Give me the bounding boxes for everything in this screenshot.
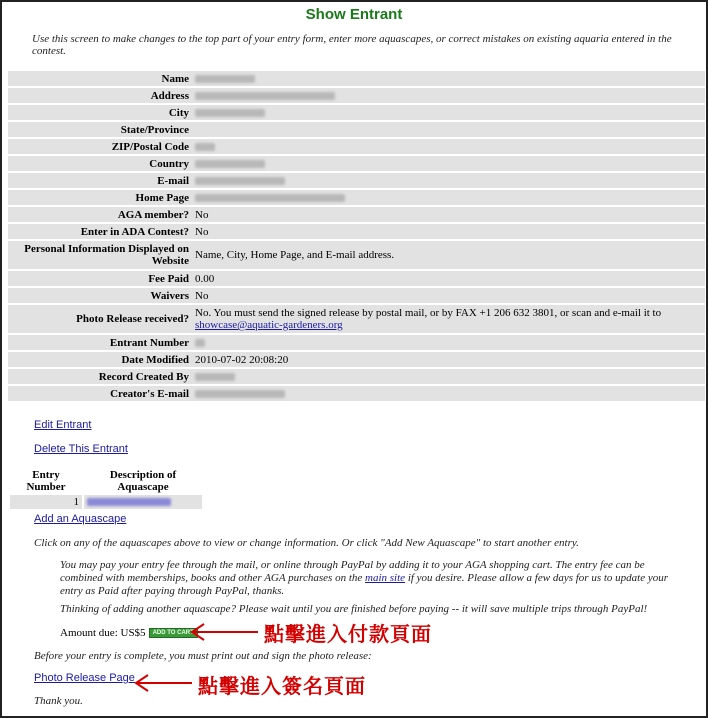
field-label: City xyxy=(8,105,192,120)
table-row xyxy=(8,369,705,384)
arrow-left-icon xyxy=(132,673,194,693)
table-row xyxy=(8,156,705,171)
intro-text: Use this screen to make changes to the top part of your entry form, enter more aquascapes, or correct mistakes on existing aquaria entered in the contest. xyxy=(32,33,672,57)
redacted-value xyxy=(195,177,285,185)
table-row xyxy=(8,386,705,401)
field-value: No xyxy=(192,207,705,222)
field-label: Personal Information Displayed on Website xyxy=(8,241,192,269)
table-row xyxy=(8,335,705,350)
edit-entrant-link[interactable]: Edit Entrant xyxy=(34,419,92,431)
table-row xyxy=(8,224,705,239)
table-row xyxy=(8,241,705,269)
field-label: Waivers xyxy=(8,288,192,303)
field-value xyxy=(192,71,705,86)
field-label: Creator's E-mail xyxy=(8,386,192,401)
field-label: E-mail xyxy=(8,173,192,188)
payment-info-text: You may pay your entry fee through the mail, or online through PayPal by adding it to your AGA shopping cart. The entry fee can be combined with memberships, books and other AGA purchases on the main site if you desire. Please allow a few days for us to update your entry as Paid after paying through PayPal, thanks. xyxy=(60,559,669,597)
redacted-value xyxy=(195,373,235,381)
add-aquascape-link[interactable]: Add an Aquascape xyxy=(34,513,127,525)
table-row xyxy=(8,88,705,103)
redacted-value xyxy=(195,75,255,83)
field-value xyxy=(192,173,705,188)
redacted-value xyxy=(195,160,265,168)
before-complete-text: Before your entry is complete, you must print out and sign the photo release: xyxy=(34,650,372,662)
field-value xyxy=(192,190,705,205)
field-value: No xyxy=(192,288,705,303)
redacted-value xyxy=(195,109,265,117)
redacted-value xyxy=(195,143,215,151)
table-row xyxy=(8,271,705,286)
field-value: No xyxy=(192,224,705,239)
field-value: 2010-07-02 20:08:20 xyxy=(192,352,705,367)
field-value: No. You must send the signed release by postal mail, or by FAX +1 206 632 3801, or scan and e-mail it to showcase@aquatic-gardeners.org xyxy=(192,305,705,333)
table-row xyxy=(8,139,705,154)
arrow-left-icon xyxy=(188,622,260,642)
table-row[interactable] xyxy=(10,495,202,509)
photo-release-page-link[interactable]: Photo Release Page xyxy=(34,672,135,684)
thinking-text: Thinking of adding another aquascape? Please wait until you are finished before paying -- it will save multiple trips through PayPal! xyxy=(60,603,648,615)
field-value xyxy=(192,335,705,350)
delete-entrant-link[interactable]: Delete This Entrant xyxy=(34,443,128,455)
table-row xyxy=(8,71,705,86)
field-value xyxy=(192,369,705,384)
table-row xyxy=(8,288,705,303)
field-value xyxy=(192,386,705,401)
showcase-email-link[interactable]: showcase@aquatic-gardeners.org xyxy=(195,319,343,331)
field-value xyxy=(192,105,705,120)
field-value xyxy=(192,122,705,137)
field-value: Name, City, Home Page, and E-mail address. xyxy=(192,241,705,269)
field-label: AGA member? xyxy=(8,207,192,222)
signature-annotation: 點擊進入簽名頁面 xyxy=(198,674,366,698)
table-row xyxy=(8,352,705,367)
field-label: Home Page xyxy=(8,190,192,205)
entry-number-header: Entry Number xyxy=(26,469,66,493)
field-value: 0.00 xyxy=(192,271,705,286)
table-row xyxy=(8,105,705,120)
field-label: Name xyxy=(8,71,192,86)
amount-due xyxy=(60,627,198,639)
aquascape-entries-table xyxy=(8,467,204,511)
redacted-value xyxy=(195,194,345,202)
table-row xyxy=(8,305,705,333)
payment-annotation: 點擊進入付款頁面 xyxy=(264,622,432,646)
redacted-value xyxy=(195,390,285,398)
field-label: Date Modified xyxy=(8,352,192,367)
field-label: Enter in ADA Contest? xyxy=(8,224,192,239)
field-value xyxy=(192,156,705,171)
table-row xyxy=(8,190,705,205)
main-site-link[interactable]: main site xyxy=(365,572,406,584)
aquascape-description-link[interactable] xyxy=(84,495,202,509)
description-header: Description of Aquascape xyxy=(109,469,177,493)
click-hint-text: Click on any of the aquascapes above to view or change information. Or click "Add New Aquascape" to start another entry. xyxy=(34,537,579,549)
field-value xyxy=(192,139,705,154)
redacted-value xyxy=(195,92,335,100)
field-label: Record Created By xyxy=(8,369,192,384)
table-row xyxy=(8,207,705,222)
field-label: Country xyxy=(8,156,192,171)
field-label: Fee Paid xyxy=(8,271,192,286)
field-label: Address xyxy=(8,88,192,103)
entrant-info-table xyxy=(8,69,705,403)
table-row xyxy=(8,122,705,137)
field-label: ZIP/Postal Code xyxy=(8,139,192,154)
field-value xyxy=(192,88,705,103)
field-label: Photo Release received? xyxy=(8,305,192,333)
table-row xyxy=(8,173,705,188)
add-to-cart-button[interactable]: ADD TO CART xyxy=(149,628,198,638)
thank-you-text: Thank you. xyxy=(34,695,83,707)
amount-due-label: Amount due: US$5 xyxy=(60,627,146,639)
field-label: Entrant Number xyxy=(8,335,192,350)
page-title: Show Entrant xyxy=(305,6,403,23)
redacted-value xyxy=(195,339,205,347)
field-label: State/Province xyxy=(8,122,192,137)
entry-number-cell: 1 xyxy=(10,495,82,509)
